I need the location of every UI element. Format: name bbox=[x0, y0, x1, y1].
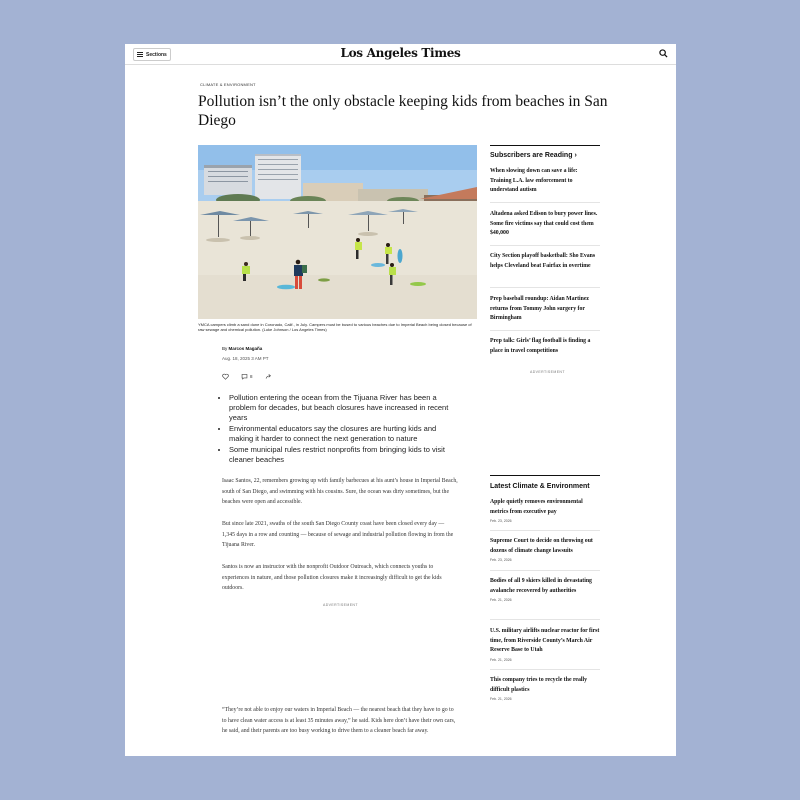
sidebar-rule bbox=[490, 475, 600, 476]
hero-photo[interactable] bbox=[198, 145, 477, 319]
comment-count: 8 bbox=[250, 374, 253, 379]
latest-story-title: Supreme Court to decide on throwing out dozens of climate change lawsuits bbox=[490, 538, 593, 554]
byline bbox=[222, 346, 262, 351]
latest-story-date: Feb. 21, 2026 bbox=[490, 598, 512, 602]
publish-date: Aug. 18, 2025 3 AM PT bbox=[222, 356, 269, 361]
article-highlights bbox=[220, 393, 461, 466]
photo-caption: YMCA campers climb a sand dune in Coronado, Calif., in July. Campers must be bused to various beaches due to Imperial Beach being closed because of raw sewage and chemical pollution. (Luke Johnson / Los Angeles Times) bbox=[198, 322, 472, 332]
latest-story-link[interactable] bbox=[490, 577, 600, 603]
top-navigation bbox=[125, 44, 676, 65]
article-page bbox=[125, 44, 676, 756]
chevron-right-icon: › bbox=[574, 152, 577, 159]
section-kicker[interactable]: CLIMATE & ENVIRONMENT bbox=[200, 82, 256, 87]
comments-button[interactable] bbox=[241, 373, 253, 380]
article-headline: Pollution isn’t the only obstacle keeping kids from beaches in San Diego bbox=[198, 93, 608, 129]
divider bbox=[490, 619, 600, 620]
highlight-item: • Environmental educators say the closures are hurting kids and making it harder to connect the next generation to nature bbox=[229, 424, 461, 444]
author-link[interactable]: Marcos Magaña bbox=[228, 346, 263, 351]
body-paragraph: “They’re not able to enjoy our waters in Imperial Beach — the nearest beach that they have to go to to have clean water access is at least 35 minutes away,” he said. Kids here don’t have their own cars, he said, and their parents are too busy working to drive them to a cleaner beach far away. bbox=[222, 707, 456, 734]
latest-story-date: Feb. 23, 2026 bbox=[490, 519, 512, 523]
latest-story-title: Apple quietly removes environmental metrics from executive pay bbox=[490, 499, 583, 515]
sidebar-story-link[interactable]: Prep talk: Girls’ flag football is finding a place in travel competitions bbox=[490, 338, 591, 354]
latest-story-link[interactable] bbox=[490, 676, 600, 702]
latest-story-title: This company tries to recycle the really difficult plastics bbox=[490, 677, 588, 693]
latest-story-date: Feb. 21, 2026 bbox=[490, 657, 512, 662]
site-logo[interactable]: Los Angeles Times bbox=[340, 46, 461, 60]
divider bbox=[490, 245, 600, 246]
article-actions bbox=[222, 373, 272, 380]
sidebar-story-link[interactable]: When slowing down can save a life: Training L.A. law enforcement to understand autism bbox=[490, 168, 578, 193]
latest-story-link[interactable] bbox=[490, 627, 600, 663]
body-paragraph: Isaac Santos, 22, remembers growing up with family barbecues at his aunt’s house in Imperial Beach, south of San Diego, and swimming with his cousins. Sure, the ocean was dirty sometimes, but the beaches were open and accessible. bbox=[222, 478, 458, 505]
latest-story-title: Bodies of all 9 skiers killed in devastating avalanche recovered by authorities bbox=[490, 578, 592, 594]
share-icon[interactable] bbox=[265, 373, 272, 380]
sections-label: Sections bbox=[146, 51, 167, 58]
sidebar-advertisement-label: ADVERTISEMENT bbox=[530, 370, 565, 374]
latest-climate-title[interactable]: Latest Climate & Environment bbox=[490, 483, 590, 490]
latest-story-link[interactable] bbox=[490, 498, 600, 524]
latest-story-date: Feb. 21, 2026 bbox=[490, 697, 512, 701]
search-icon[interactable] bbox=[659, 49, 668, 58]
sidebar-rule bbox=[490, 145, 600, 146]
heart-icon[interactable] bbox=[222, 373, 229, 380]
divider bbox=[490, 287, 600, 288]
subscribers-reading-title[interactable] bbox=[490, 152, 577, 159]
divider bbox=[490, 570, 600, 571]
sidebar-story-link[interactable]: Altadena asked Edison to bury power lines. Some fire victims say that could cost them $40,000 bbox=[490, 211, 598, 236]
body-paragraph: Santos is now an instructor with the nonprofit Outdoor Outreach, which connects youths to experiences in nature, and those pollution closures make it increasingly difficult to get the kids outdoors. bbox=[222, 564, 442, 591]
body-paragraph: But since late 2021, swaths of the south San Diego County coast have been closed every day — 1,345 days in a row and counting — because of sewage and industrial pollution flowing in from the Tijuana River. bbox=[222, 521, 454, 548]
highlight-item: • Some municipal rules restrict nonprofits from bringing kids to visit cleaner beaches bbox=[229, 445, 461, 465]
latest-story-date: Feb. 23, 2026 bbox=[490, 558, 512, 562]
comment-icon bbox=[241, 373, 248, 380]
divider bbox=[490, 669, 600, 670]
sidebar-story-link[interactable]: Prep baseball roundup: Aidan Martinez returns from Tommy John surgery for Birmingham bbox=[490, 296, 589, 321]
advertisement-label: ADVERTISEMENT bbox=[323, 603, 358, 607]
latest-story-link[interactable] bbox=[490, 537, 600, 563]
divider bbox=[490, 202, 600, 203]
divider bbox=[490, 330, 600, 331]
byline-prefix: By bbox=[222, 346, 228, 351]
divider bbox=[490, 530, 600, 531]
highlight-item: • Pollution entering the ocean from the Tijuana River has been a problem for decades, but beach closures have increased in recent years bbox=[229, 393, 461, 423]
latest-story-title: U.S. military airlifts nuclear reactor for first time, from Riverside County’s March Air Reserve Base to Utah bbox=[490, 628, 600, 653]
sidebar-story-link[interactable]: City Section playoff basketball: Sho Evans helps Cleveland beat Fairfax in overtime bbox=[490, 253, 596, 269]
subscribers-title-text: Subscribers are Reading bbox=[490, 152, 573, 159]
